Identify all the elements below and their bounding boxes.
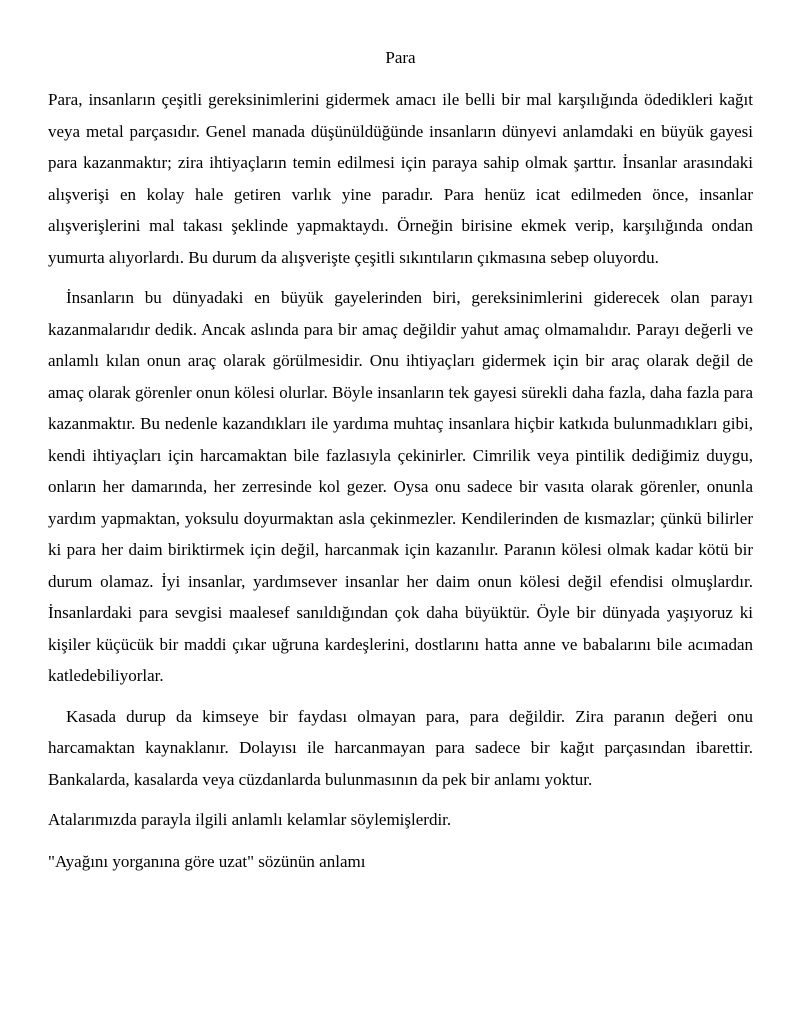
paragraph-intro: Para, insanların çeşitli gereksinimlerini gidermek amacı ile belli bir mal karşılığında ödedikleri kağıt veya metal parçasıdır. Genel manada düşünüldüğünde insanların dünyevi anlamdaki en büyük gayesi para kazanmaktır; zira ihtiyaçların temin edilmesi için paraya sahip olmak şarttır. İnsanlar arasındaki alışverişi en kolay hale getiren varlık yine paradır. Para henüz icat edilmeden önce, insanlar alışverişlerini mal takası şeklinde yapmaktaydı. Örneğin birisine ekmek verip, karşılığında ondan yumurta alıyorlardı. Bu durum da alışverişte çeşitli sıkıntıların çıkmasına sebep oluyordu. — [48, 90, 753, 267]
document-title: Para — [385, 48, 416, 67]
text-line-proverb: "Ayağını yorganına göre uzat" sözünün anlamı — [48, 851, 366, 871]
paragraph-purpose: İnsanların bu dünyadaki en büyük gayelerinden biri, gereksinimlerini giderecek olan parayı kazanmalarıdır dedik. Ancak aslında para bir amaç değildir yahut amaç olmamalıdır. Parayı değerli ve anlamlı kılan onun araç olarak görülmesidir. Onu ihtiyaçları gidermek için bir araç olarak değil de amaç olarak görenler onun kölesi olurlar. Böyle insanların tek gayesi sürekli daha fazla, daha fazla para kazanmaktır. Bu nedenle kazandıkları ile yardıma muhtaç insanlara hiçbir katkıda bulunmadıkları gibi, kendi ihtiyaçları için harcamaktan bile fazlasıyla çekinirler. Cimrilik veya pintilik dediğimiz duygu, onların her damarında, her zerresinde kol gezer. Oysa onu sadece bir vasıta olarak görenler, onunla yardım yapmaktan, yoksulu doyurmaktan asla çekinmezler. Kendilerinden de kısmazlar; çünkü bilirler ki para her daim biriktirmek için değil, harcanmak için kazanılır. Paranın kölesi olmak kadar kötü bir durum olamaz. İyi insanlar, yardımsever insanlar her daim onun kölesi değil efendisi olmuşlardır. İnsanlardaki para sevgisi maalesef sanıldığından çok daha büyüktür. Öyle bir dünyada yaşıyoruz ki kişiler küçücük bir maddi çıkar uğruna kardeşlerini, dostlarını hatta anne ve babalarını bile acımadan katledebiliyorlar. — [48, 288, 753, 685]
paragraph-value: Kasada durup da kimseye bir faydası olmayan para, para değildir. Zira paranın değeri onu harcamaktan kaynaklanır. Dolayısı ile harcanmayan para sadece bir kağıt parçasından ibarettir. Bankalarda, kasalarda veya cüzdanlarda bulunmasının da pek bir anlamı yoktur. — [48, 706, 753, 789]
document-page — [48, 44, 753, 887]
text-line-ancestors: Atalarımızda parayla ilgili anlamlı kelamlar söylemişlerdir. — [48, 810, 452, 829]
